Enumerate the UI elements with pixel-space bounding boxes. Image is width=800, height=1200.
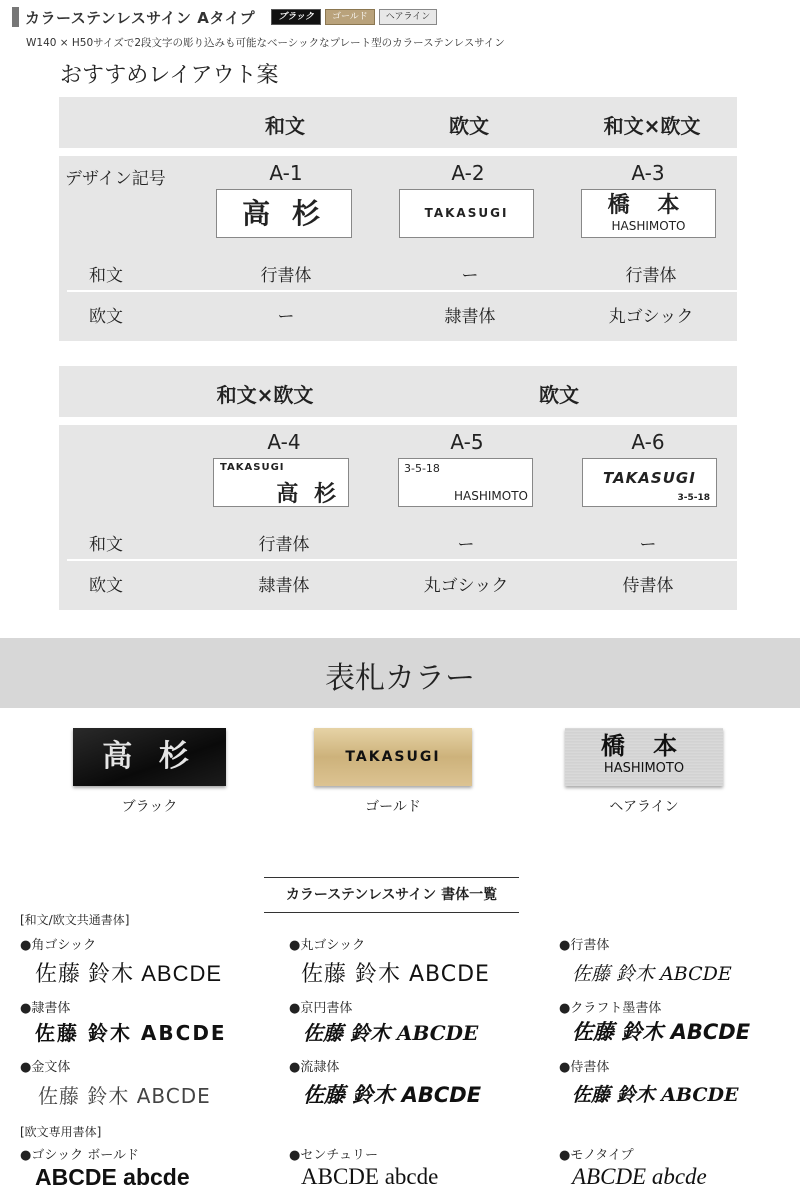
row1-label: 和文 bbox=[89, 266, 123, 286]
color-sample-hairline bbox=[565, 728, 723, 786]
row2-cell: 隷書体 bbox=[444, 307, 496, 327]
font-sample: 佐藤 鈴木 ABCDE bbox=[303, 1021, 479, 1045]
row1-cell: ー bbox=[461, 266, 479, 286]
sample-hairline-label: ヘアライン bbox=[609, 799, 679, 815]
code-a3: A-3 bbox=[631, 161, 665, 185]
font-sample: 佐藤 鈴木 ABCDE bbox=[38, 1084, 211, 1108]
code-a4: A-4 bbox=[267, 430, 301, 454]
color-sample-gold bbox=[314, 728, 472, 786]
col-head-english: 欧文 bbox=[449, 114, 489, 138]
font-name: ●京円書体 bbox=[289, 1001, 353, 1016]
row2-cell: 丸ゴシック bbox=[608, 307, 694, 327]
sample-gold-text: TAKASUGI bbox=[345, 749, 441, 765]
font-list-title: カラーステンレスサイン 書体一覧 bbox=[264, 877, 519, 913]
panel2-header bbox=[59, 366, 737, 417]
sample-hairline-bottom: HASHIMOTO bbox=[603, 761, 685, 776]
color-heading: 表札カラー bbox=[325, 661, 475, 696]
sample-black-label: ブラック bbox=[121, 799, 178, 815]
font-sample: 佐藤 鈴木 ABCDE bbox=[301, 962, 490, 987]
font-sample: 佐藤 鈴木 ABCDE bbox=[35, 961, 223, 986]
col-head-english: 欧文 bbox=[539, 383, 579, 407]
font-sample: 佐藤 鈴木 ABCDE bbox=[572, 1084, 739, 1106]
font-name: ●クラフト墨書体 bbox=[559, 1001, 662, 1016]
code-a5: A-5 bbox=[450, 430, 484, 454]
color-sample-black bbox=[73, 728, 226, 786]
tag-gold: ゴールド bbox=[325, 9, 375, 25]
row2-label: 欧文 bbox=[89, 307, 123, 327]
font-name: ●ゴシック ボールド bbox=[20, 1148, 139, 1163]
header-bar bbox=[12, 7, 19, 27]
plate-a3-bottom: HASHIMOTO bbox=[611, 219, 686, 233]
plate-a5 bbox=[398, 458, 533, 507]
font-sample: ABCDE abcde bbox=[572, 1164, 707, 1189]
design-label: デザイン記号 bbox=[65, 169, 166, 189]
plate-a6-top: TAKASUGI bbox=[603, 469, 696, 487]
row1-cell: 行書体 bbox=[625, 266, 677, 286]
font-sample: ABCDE abcde bbox=[301, 1164, 439, 1189]
row-divider bbox=[67, 559, 737, 561]
row1-label: 和文 bbox=[89, 535, 123, 555]
plate-a2-text: TAKASUGI bbox=[424, 206, 509, 220]
page-subtitle: W140 × H50サイズで2段文字の彫り込みも可能なベーシックなプレート型のカラーステンレスサイン bbox=[26, 37, 505, 49]
font-name: ●侍書体 bbox=[559, 1060, 610, 1075]
row1-cell: 行書体 bbox=[258, 535, 310, 555]
sample-black-text: 高 杉 bbox=[102, 739, 197, 774]
plate-a2 bbox=[399, 189, 534, 238]
row-divider bbox=[67, 290, 737, 292]
plate-a1 bbox=[216, 189, 352, 238]
font-name: ●流隷体 bbox=[289, 1060, 340, 1075]
col-head-mixed: 和文×欧文 bbox=[216, 383, 314, 407]
sample-hairline-top: 橋 本 bbox=[600, 731, 688, 760]
plate-a1-text: 高 杉 bbox=[242, 197, 326, 230]
font-sample: 佐藤 鈴木 ABCDE bbox=[35, 1021, 227, 1045]
row2-label: 欧文 bbox=[89, 576, 123, 596]
font-name: ●センチュリー bbox=[289, 1148, 378, 1163]
panel1-header bbox=[59, 97, 737, 148]
page-header bbox=[12, 6, 437, 28]
plate-a6-bottom: 3-5-18 bbox=[677, 493, 710, 503]
plate-a5-bottom: HASHIMOTO bbox=[454, 489, 528, 503]
layouts-heading: おすすめレイアウト案 bbox=[60, 63, 279, 88]
sample-gold-label: ゴールド bbox=[365, 799, 421, 815]
page-title: カラーステンレスサイン Aタイプ bbox=[25, 8, 256, 27]
font-name: ●金文体 bbox=[20, 1060, 71, 1075]
code-a6: A-6 bbox=[631, 430, 665, 454]
font-name: ●角ゴシック bbox=[20, 938, 97, 953]
row1-cell: 行書体 bbox=[260, 266, 312, 286]
row1-cell: ー bbox=[457, 535, 475, 555]
font-sample: 佐藤 鈴木 ABCDE bbox=[572, 963, 732, 985]
plate-a3 bbox=[581, 189, 716, 238]
col-head-japanese: 和文 bbox=[265, 114, 305, 138]
font-name: ●モノタイプ bbox=[559, 1148, 634, 1163]
plate-a5-top: 3-5-18 bbox=[404, 462, 440, 475]
font-sample: 佐藤 鈴木 ABCDE bbox=[572, 1020, 751, 1044]
plate-a4-top: TAKASUGI bbox=[220, 462, 285, 473]
panel2-body bbox=[59, 425, 737, 610]
plate-a4 bbox=[213, 458, 349, 507]
font-group-english: [欧文専用書体] bbox=[20, 1125, 102, 1139]
font-name: ●行書体 bbox=[559, 938, 610, 953]
font-sample: 佐藤 鈴木 ABCDE bbox=[303, 1083, 482, 1107]
font-name: ●丸ゴシック bbox=[289, 938, 366, 953]
font-name: ●隷書体 bbox=[20, 1001, 71, 1016]
row2-cell: 侍書体 bbox=[622, 576, 674, 596]
plate-a4-bottom: 高 杉 bbox=[276, 481, 340, 507]
col-head-mixed: 和文×欧文 bbox=[603, 114, 701, 138]
tag-black: ブラック bbox=[271, 9, 321, 25]
code-a1: A-1 bbox=[269, 161, 303, 185]
plate-a3-top: 橋 本 bbox=[607, 192, 690, 218]
tag-hairline: ヘアライン bbox=[379, 9, 437, 25]
font-group-common: [和文/欧文共通書体] bbox=[20, 913, 130, 927]
row1-cell: ー bbox=[639, 535, 657, 555]
row2-cell: ー bbox=[277, 307, 295, 327]
code-a2: A-2 bbox=[451, 161, 485, 185]
panel1-body bbox=[59, 156, 737, 341]
font-sample: ABCDE abcde bbox=[35, 1164, 190, 1190]
row2-cell: 丸ゴシック bbox=[423, 576, 509, 596]
plate-a6 bbox=[582, 458, 717, 507]
row2-cell: 隷書体 bbox=[258, 576, 310, 596]
